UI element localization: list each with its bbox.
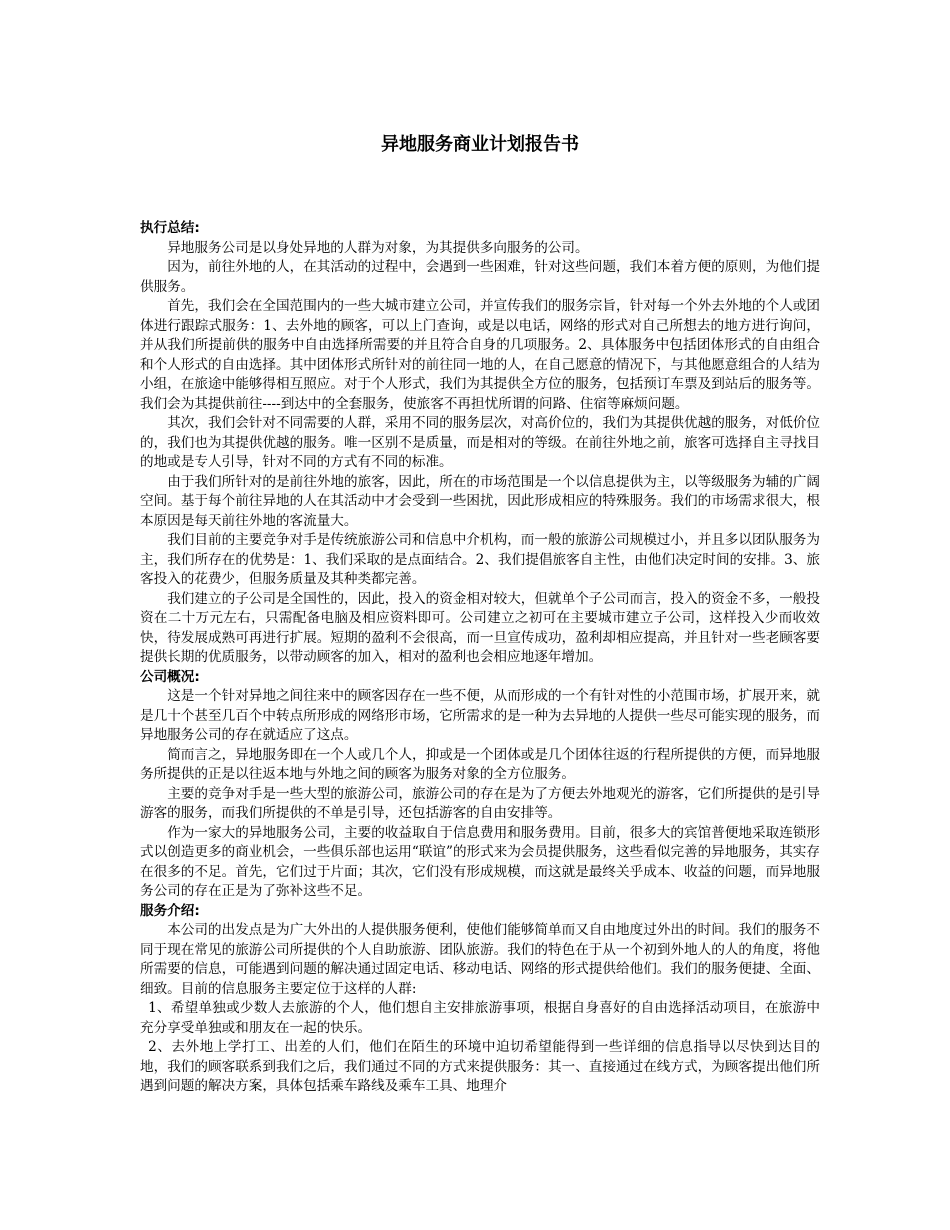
paragraph: 由于我们所针对的是前往外地的旅客，因此，所在的市场范围是一个以信息提供为主，以等级服务为辅的广阔空间。基于每个前往异地的人在其活动中才会受到一些困扰，因此形成相应的特殊服务。我们的市场需求很大，根本原因是每天前往外地的客流量大。 bbox=[140, 473, 820, 529]
section-company-overview bbox=[140, 668, 820, 902]
paragraph: 主要的竞争对手是一些大型的旅游公司，旅游公司的存在是为了方便去外地观光的游客，它们所提供的是引导游客的服务，而我们所提供的不单是引导，还包括游客的自由安排等。 bbox=[140, 785, 820, 821]
section-heading: 公司概况: bbox=[140, 668, 200, 685]
section-heading: 服务介绍: bbox=[140, 902, 200, 919]
paragraph: 这是一个针对异地之间往来中的顾客因存在一些不便，从而形成的一个有针对性的小范围市场，扩展开来，就是几十个甚至几百个中转点所形成的网络形市场，它所需求的是一种为去异地的人提供一些尽可能实现的服务，而异地服务公司的存在就适应了这点。 bbox=[140, 688, 820, 743]
paragraph: 其次，我们会针对不同需要的人群，采用不同的服务层次，对高价位的，我们为其提供优越的服务，对低价位的，我们也为其提供优越的服务。唯一区别不是质量，而是相对的等级。在前往外地之前，旅客可选择自主寻找目的地或是专人引导，针对不同的方式有不同的标准。 bbox=[140, 415, 820, 470]
paragraph: 本公司的出发点是为广大外出的人提供服务便利，使他们能够简单而又自由地度过外出的时间。我们的服务不同于现在常见的旅游公司所提供的个人自助旅游、团队旅游。我们的特色在于从一个初到外地人的人的角度，将他所需要的信息，可能遇到问题的解决通过固定电话、移动电话、网络的形式提供给他们。我们的服务便捷、全面、细致。目前的信息服务主要定位于这样的人群: bbox=[140, 922, 820, 997]
paragraph: 我们目前的主要竞争对手是传统旅游公司和信息中介机构，而一般的旅游公司规模过小，并且多以团队服务为主，我们所存在的优势是：1、我们采取的是点面结合。2、我们提倡旅客自主性，由他们决定时间的安排。3、旅客投入的花费少，但服务质量及其种类都完善。 bbox=[140, 532, 820, 587]
paragraph: 我们建立的子公司是全国性的，因此，投入的资金相对较大，但就单个子公司而言，投入的资金不多，一般投资在二十万元左右，只需配备电脑及相应资料即可。公司建立之初可在主要城市建立子公司，这样投入少而收效快，待发展成熟可再进行扩展。短期的盈利不会很高，而一旦宣传成功，盈利却相应提高，并且针对一些老顾客要提供长期的优质服务，以带动顾客的加入，相对的盈利也会相应地逐年增加。 bbox=[140, 590, 820, 665]
list-item: 1、希望单独或少数人去旅游的个人，他们想自主安排旅游事项，根据自身喜好的自由选择活动项目，在旅游中充分享受单独或和朋友在一起的快乐。 bbox=[140, 1000, 820, 1036]
paragraph: 首先，我们会在全国范围内的一些大城市建立公司，并宣传我们的服务宗旨，针对每一个外去外地的个人或团体进行跟踪式服务：1、去外地的顾客，可以上门查询，或是以电话，网络的形式对自己所想去的地方进行询问，并从我们所提前供的服务中自由选择所需要的并且符合自身的几项服务。2、具体服务中包括团体形式的自由组合和个人形式的自由选择。其中团体形式所针对的前往同一地的人，在自己愿意的情况下，与其他愿意组合的人结为小组，在旅途中能够得相互照应。对于个人形式，我们为其提供全方位的服务，包括预订车票及到站后的服务等。我们会为其提供前往----到达中的全套服务，使旅客不再担忧所谓的问路、住宿等麻烦问题。 bbox=[140, 298, 820, 412]
section-heading: 执行总结: bbox=[140, 220, 200, 236]
paragraph: 作为一家大的异地服务公司，主要的收益取自于信息费用和服务费用。目前，很多大的宾馆普便地采取连锁形式以创造更多的商业机会，一些俱乐部也运用“联谊”的形式来为会员提供服务，这些看似完善的异地服务，其实存在很多的不足。首先，它们过于片面；其次，它们没有形成规模，而这就是最终关乎成本、收益的问题，而异地服务公司的存在正是为了弥补这些不足。 bbox=[140, 824, 820, 899]
section-service-intro bbox=[140, 902, 820, 1097]
document-body bbox=[140, 219, 820, 1097]
document-title: 异地服务商业计划报告书 bbox=[381, 134, 579, 155]
paragraph: 异地服务公司是以身处异地的人群为对象，为其提供多向服务的公司。 bbox=[167, 239, 589, 256]
paragraph: 简而言之，异地服务即在一个人或几个人，抑或是一个团体或是几个团体往返的行程所提供的方便，而异地服务所提供的正是以往返本地与外地之间的顾客为服务对象的全方位服务。 bbox=[140, 746, 820, 782]
paragraph: 因为，前往外地的人，在其活动的过程中，会遇到一些困难，针对这些问题，我们本着方便的原则，为他们提供服务。 bbox=[140, 259, 820, 295]
list-item: 2、去外地上学打工、出差的人们，他们在陌生的环境中迫切希望能得到一些详细的信息指导以尽快到达目的地，我们的顾客联系到我们之后，我们通过不同的方式来提供服务：其一、直接通过在线方式，为顾客提出他们所遇到问题的解决方案，具体包括乘车路线及乘车工具、地理介 bbox=[140, 1039, 820, 1094]
section-executive-summary bbox=[140, 219, 820, 668]
